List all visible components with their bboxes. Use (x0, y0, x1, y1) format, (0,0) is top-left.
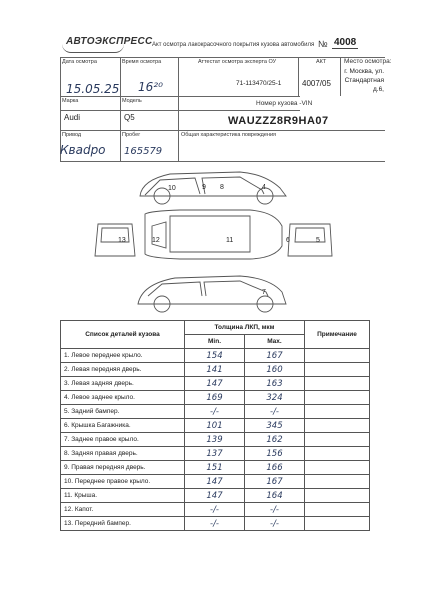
vin-label: Номер кузова -VIN (256, 100, 313, 107)
place-value: г. Москва, ул. Стандартная д.6, (344, 68, 384, 93)
part-note (305, 405, 370, 419)
brand-value: Audi (64, 113, 81, 122)
part-name: 9. Правая передняя дверь. (61, 461, 185, 475)
company-logo: АВТОЭКСПРЕСС (66, 36, 153, 47)
header-min: Min. (185, 335, 245, 349)
time-value: 16²⁰ (138, 80, 163, 94)
thickness-max: 345 (245, 419, 305, 433)
part-note (305, 489, 370, 503)
document-number: 4008 (334, 37, 357, 48)
part-note (305, 363, 370, 377)
table-row (61, 377, 370, 391)
thickness-min: -/- (185, 517, 245, 531)
part-note (305, 503, 370, 517)
drive-label: Привод (62, 132, 82, 138)
part-name: 2. Левая передняя дверь. (61, 363, 185, 377)
table-row (61, 475, 370, 489)
thickness-max: -/- (245, 405, 305, 419)
diagram-label-11: 11 (226, 237, 234, 244)
thickness-max: 166 (245, 461, 305, 475)
table-row (61, 391, 370, 405)
thickness-min: 147 (185, 489, 245, 503)
brand-label: Марка (62, 98, 79, 104)
table-row (61, 461, 370, 475)
mileage-label: Пробег (122, 132, 141, 138)
thickness-max: -/- (245, 517, 305, 531)
part-note (305, 419, 370, 433)
part-name: 8. Задняя правая дверь. (61, 447, 185, 461)
thickness-max: 160 (245, 363, 305, 377)
thickness-min: 101 (185, 419, 245, 433)
act-value: 4007/05 (302, 79, 331, 88)
mileage-value: 165579 (124, 146, 163, 157)
drive-value: Кваdро (60, 143, 106, 157)
diagram-label-4: 4 (262, 184, 266, 191)
vin-value: WAUZZZ8R9HA07 (228, 115, 329, 127)
table-row (61, 517, 370, 531)
table-row (61, 447, 370, 461)
model-value: Q5 (124, 113, 135, 122)
part-name: 1. Левое переднее крыло. (61, 349, 185, 363)
header-notes: Примечание (305, 321, 370, 349)
thickness-max: 167 (245, 475, 305, 489)
part-name: 4. Левое заднее крыло. (61, 391, 185, 405)
logo-swoosh (62, 44, 124, 53)
parts-table-body (61, 349, 370, 531)
expert-cert-label: Аттестат осмотра эксперта ОУ (198, 59, 277, 65)
act-label: АКТ (316, 59, 327, 65)
thickness-min: 154 (185, 349, 245, 363)
thickness-min: 147 (185, 377, 245, 391)
thickness-min: 139 (185, 433, 245, 447)
part-note (305, 391, 370, 405)
document-number-label: № (318, 39, 328, 49)
part-note (305, 349, 370, 363)
part-note (305, 461, 370, 475)
date-label: Дата осмотра (62, 59, 97, 65)
part-note (305, 377, 370, 391)
diagram-label-5: 5 (316, 237, 320, 244)
diagram-label-6: 6 (286, 237, 290, 244)
thickness-max: 167 (245, 349, 305, 363)
part-note (305, 475, 370, 489)
date-value: 15.05.25 (66, 82, 120, 96)
diagram-label-8: 8 (220, 184, 224, 191)
table-row (61, 349, 370, 363)
car-diagram (90, 166, 340, 318)
expert-cert-value: 71-113470/25-1 (236, 80, 282, 87)
header-thickness: Толщина ЛКП, мкм (185, 321, 305, 335)
header-parts: Список деталей кузова (61, 321, 185, 349)
part-name: 13. Передний бампер. (61, 517, 185, 531)
part-name: 12. Капот. (61, 503, 185, 517)
part-name: 6. Крышка Багажника. (61, 419, 185, 433)
time-label: Время осмотра (122, 59, 162, 65)
diagram-label-10: 10 (168, 185, 176, 192)
table-row (61, 363, 370, 377)
damage-label: Общая характеристика повреждения (181, 132, 277, 138)
part-note (305, 517, 370, 531)
header-max: Max. (245, 335, 305, 349)
thickness-max: 156 (245, 447, 305, 461)
table-row (61, 489, 370, 503)
thickness-min: 151 (185, 461, 245, 475)
place-label: Место осмотра: (344, 58, 392, 65)
table-row (61, 419, 370, 433)
thickness-max: 164 (245, 489, 305, 503)
thickness-max: 163 (245, 377, 305, 391)
table-row (61, 433, 370, 447)
diagram-label-13: 13 (118, 237, 126, 244)
thickness-min: 141 (185, 363, 245, 377)
thickness-max: -/- (245, 503, 305, 517)
part-name: 5. Задний бампер. (61, 405, 185, 419)
model-label: Модель (122, 98, 142, 104)
part-name: 3. Левая задняя дверь. (61, 377, 185, 391)
thickness-min: -/- (185, 503, 245, 517)
diagram-label-12: 12 (152, 237, 160, 244)
part-name: 10. Переднее правое крыло. (61, 475, 185, 489)
thickness-min: 169 (185, 391, 245, 405)
thickness-min: 137 (185, 447, 245, 461)
part-name: 7. Заднее правое крыло. (61, 433, 185, 447)
thickness-min: 147 (185, 475, 245, 489)
part-note (305, 447, 370, 461)
part-note (305, 433, 370, 447)
diagram-label-9: 9 (202, 184, 206, 191)
thickness-max: 162 (245, 433, 305, 447)
thickness-max: 324 (245, 391, 305, 405)
thickness-min: -/- (185, 405, 245, 419)
table-row (61, 503, 370, 517)
part-name: 11. Крыша. (61, 489, 185, 503)
table-row (61, 405, 370, 419)
diagram-label-7: 7 (262, 289, 266, 296)
document-title: Акт осмотра лакокрасочного покрытия кузова автомобиля (152, 42, 315, 48)
parts-table (60, 320, 370, 531)
